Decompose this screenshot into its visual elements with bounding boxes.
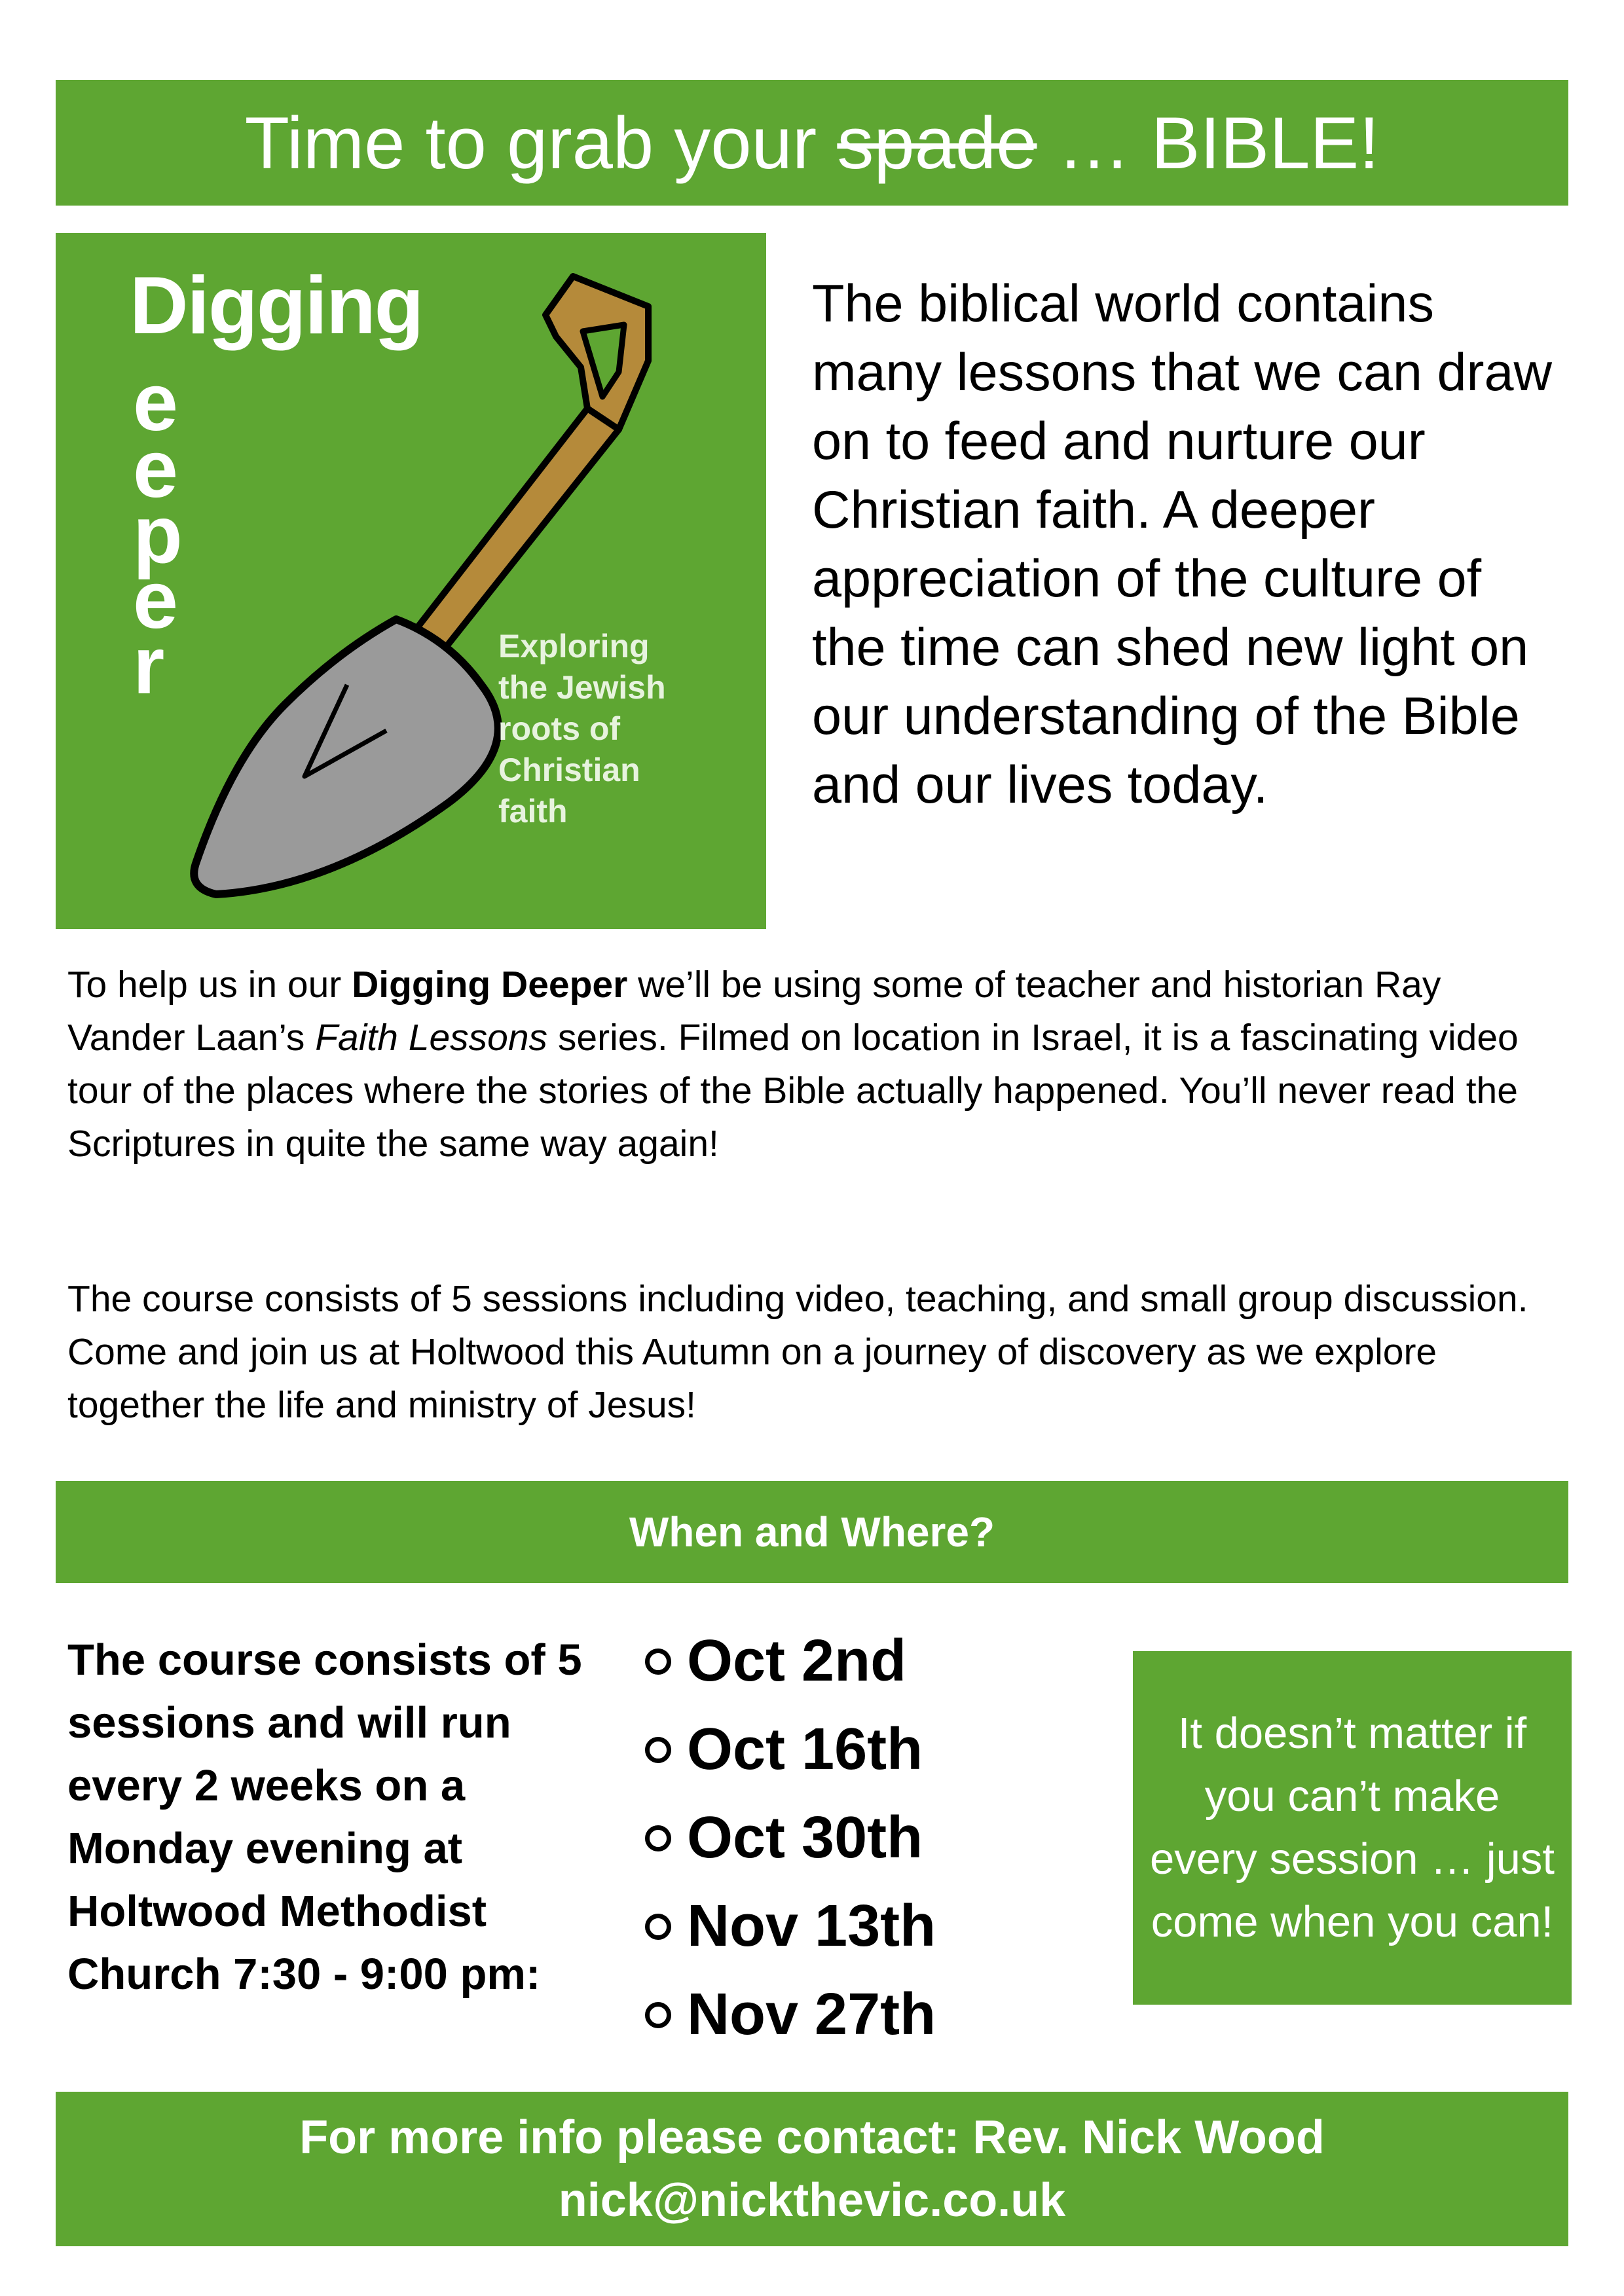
tagline-line: Christian: [498, 752, 640, 788]
body-paragraph-2: The course consists of 5 sessions including video, teaching, and small group discussion. Come and join us at Holtwood this Autumn on a journey of discovery as we explore together the life and ministry of Jesus!: [67, 1278, 1528, 1426]
tagline-line: faith: [498, 793, 568, 829]
date-label: Oct 2nd: [687, 1628, 907, 1694]
tagline-line: Exploring: [498, 628, 650, 665]
section-heading-when-where: When and Where?: [56, 1481, 1568, 1583]
logo-letter: e: [133, 357, 178, 448]
date-label: Nov 27th: [687, 1982, 936, 2047]
attendance-note-text: It doesn’t matter if you can’t make every session … just come when you can!: [1149, 1709, 1555, 1946]
logo-tagline: [498, 626, 714, 832]
tagline-line: roots of: [498, 710, 621, 747]
text-run: we’ll be using some of teacher and historian Ray Vander Laan’s: [67, 964, 1441, 1059]
title-struck-word: spade: [837, 101, 1037, 184]
session-date: [645, 1705, 936, 1794]
session-date: [645, 1617, 936, 1705]
date-label: Nov 13th: [687, 1893, 936, 1959]
digging-deeper-logo: [56, 233, 766, 929]
session-dates-list: [645, 1617, 936, 2059]
course-name-bold: Digging Deeper: [352, 964, 628, 1006]
text-run: series. Filmed on location in Israel, it is a fascinating video tour of the places where the stories of the Bible actually happened. You’ll never read the Scriptures in quite the same way again!: [67, 1017, 1519, 1165]
body-paragraph-1: [67, 958, 1560, 1171]
logo-word-digging: Digging: [130, 261, 423, 351]
contact-email: nick@nickthevic.co.uk: [558, 2174, 1066, 2227]
session-date: [645, 1971, 936, 2059]
circle-bullet-icon: [645, 1737, 671, 1763]
intro-paragraph: The biblical world contains many lessons that we can draw on to feed and nurture our Christian faith. A deeper appreciation of the culture of the time can shed new light on our understanding of the Bible and our lives today.: [812, 274, 1553, 814]
date-label: Oct 30th: [687, 1805, 923, 1870]
tagline-line: the Jewish: [498, 669, 666, 706]
contact-line: For more info please contact: Rev. Nick Wood: [299, 2111, 1325, 2164]
logo-letter: e: [133, 555, 178, 646]
schedule-description: The course consists of 5 sessions and will run every 2 weeks on a Monday evening at Holtwood Methodist Church 7:30 - 9:00 pm:: [67, 1635, 582, 1999]
series-title-italic: Faith Lessons: [315, 1017, 548, 1059]
contact-banner: [56, 2092, 1568, 2246]
circle-bullet-icon: [645, 2002, 671, 2028]
logo-letter: e: [133, 424, 178, 515]
circle-bullet-icon: [645, 1649, 671, 1675]
session-date: [645, 1882, 936, 1971]
attendance-note-box: [1133, 1651, 1572, 2005]
title-banner: [56, 80, 1568, 206]
text-run: To help us in our: [67, 964, 352, 1006]
date-label: Oct 16th: [687, 1717, 923, 1782]
logo-letter: r: [133, 621, 165, 711]
title-prefix: Time to grab your: [244, 101, 817, 184]
session-date: [645, 1794, 936, 1882]
logo-letter: p: [133, 490, 183, 580]
title-suffix: … BIBLE!: [1057, 101, 1380, 184]
circle-bullet-icon: [645, 1825, 671, 1851]
circle-bullet-icon: [645, 1914, 671, 1940]
